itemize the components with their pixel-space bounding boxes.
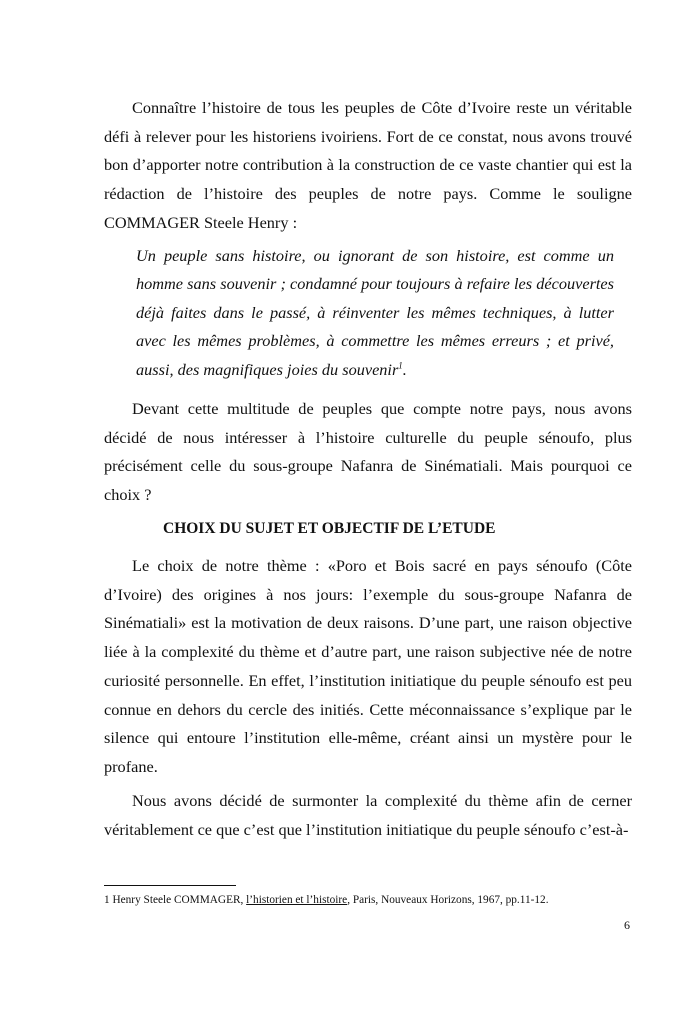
- section-heading: CHOIX DU SUJET ET OBJECTIF DE L’ETUDE: [163, 520, 496, 537]
- intro-paragraph: Connaître l’histoire de tous les peuples de Côte d’Ivoire reste un véritable défi à relever pour les historiens ivoiriens. Fort de ce constat, nous avons trouvé bon d’apporter notre contribution à la construction de ce vaste chantier qui est la rédaction de l’histoire des peuples de notre pays. Comme le souligne COMMAGER Steele Henry :: [104, 98, 632, 232]
- block-quote: [136, 242, 614, 384]
- footnote-reference[interactable]: 1: [398, 360, 403, 371]
- page-number: 6: [624, 918, 630, 932]
- choice-paragraph: Devant cette multitude de peuples que compte notre pays, nous avons décidé de nous intéresser à l’histoire culturelle du peuple sénoufo, plus précisément celle du sous-groupe Nafanra de Sinématiali. Mais pourquoi ce choix ?: [104, 399, 632, 505]
- quote-end: .: [402, 359, 407, 379]
- footnote-author: Henry Steele COMMAGER,: [112, 894, 244, 906]
- closing-paragraph: Nous avons décidé de surmonter la complexité du thème afin de cerner véritablement ce que c’est que l’institution initiatique du peuple sénoufo c’est-à-: [104, 791, 632, 839]
- footnote: [104, 893, 549, 908]
- footnote-title: l’historien et l’histoire: [246, 894, 348, 906]
- theme-paragraph: Le choix de notre thème : «Poro et Bois sacré en pays sénoufo (Côte d’Ivoire) des origines à nos jours: l’exemple du sous-groupe Nafanra de Sinématiali» est la motivation de deux raisons. D’une part, une raison objective liée à la complexité du thème et d’autre part, une raison subjective née de notre curiosité personnelle. En effet, l’institution initiatique du peuple sénoufo est peu connue en dehors du cercle des initiés. Cette méconnaissance s’explique par le silence qui entoure l’institution elle-même, créant ainsi un mystère pour le profane.: [104, 556, 632, 776]
- footnote-details: , Paris, Nouveaux Horizons, 1967, pp.11-12.: [347, 894, 549, 906]
- footnote-number: 1: [104, 894, 110, 906]
- footnote-separator: [104, 885, 236, 886]
- quote-text: Un peuple sans histoire, ou ignorant de son histoire, est comme un homme sans souvenir ; condamné pour toujours à refaire les découvertes déjà faites dans le passé, à réinventer les mêmes techniques, à lutter avec les mêmes problèmes, à commettre les mêmes erreurs ; et privé, aussi, des magnifiques joies du souvenir: [136, 246, 614, 379]
